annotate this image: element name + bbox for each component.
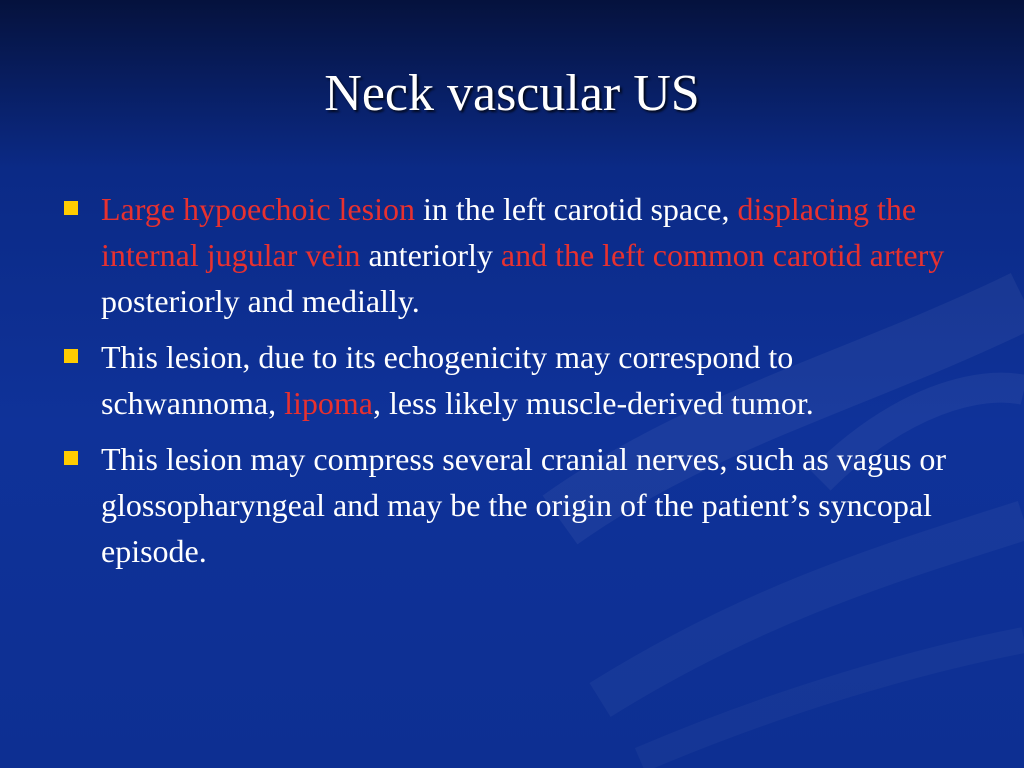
bullet-text: This lesion, due to its echogenicity may correspond to schwannoma, (101, 339, 794, 421)
slide-title: Neck vascular US (324, 65, 700, 122)
bullet-item (62, 186, 962, 324)
bullet-text: This lesion may compress several cranial nerves, such as vagus or glossopharyngeal and may be the origin of the patient’s syncopal episode. (101, 441, 947, 569)
bullet-square-icon (64, 349, 78, 363)
bullet-square-icon (64, 451, 78, 465)
highlighted-text: lipoma (284, 385, 373, 421)
bullet-list (62, 186, 962, 584)
bullet-text: posteriorly and medially. (101, 283, 420, 319)
bullet-item (62, 334, 962, 426)
highlighted-text: and the left common carotid artery (500, 237, 945, 273)
highlighted-text: Large hypoechoic lesion (101, 191, 415, 227)
bullet-text: anteriorly (360, 237, 501, 273)
bullet-text: in the left carotid space, (414, 191, 738, 227)
bullet-item (62, 436, 962, 574)
bullet-text: , less likely muscle-derived tumor. (372, 385, 814, 421)
bullet-square-icon (64, 201, 78, 215)
highlighted-text: displacing the internal jugular vein (101, 191, 917, 273)
